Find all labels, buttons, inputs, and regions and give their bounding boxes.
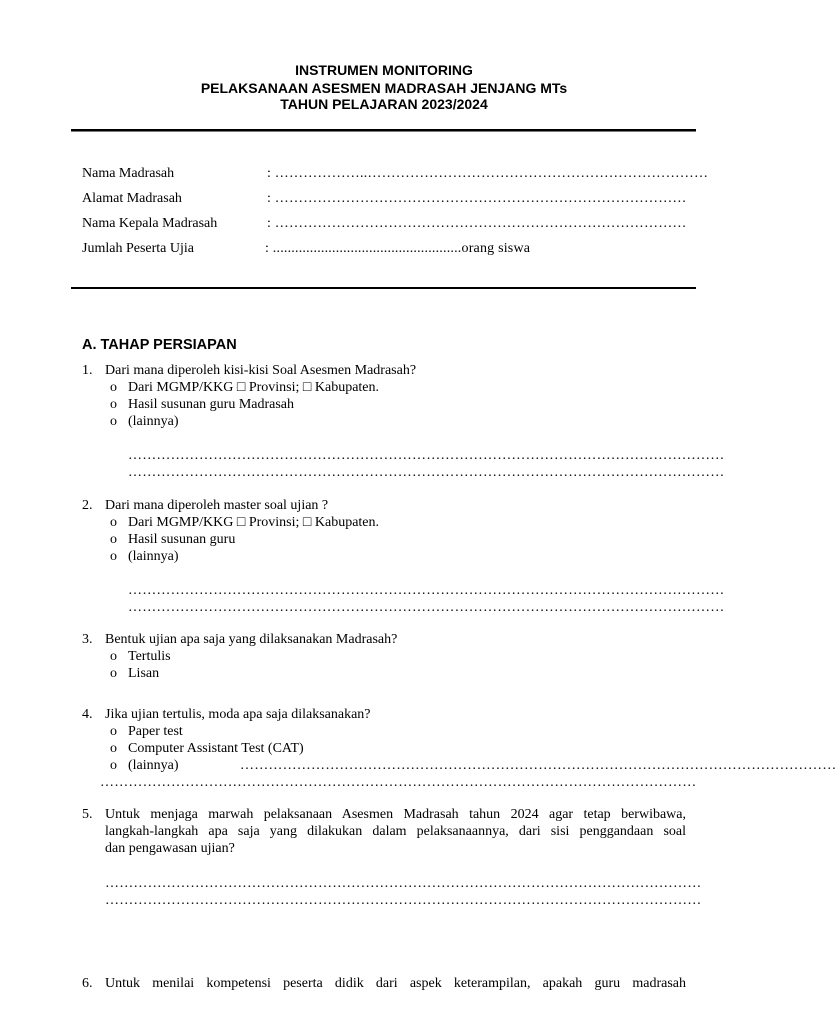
q3-bullet-2: o [110,666,117,681]
q2-answer-line-1[interactable]: ……………………………………………………………………………………………………………… [128,583,725,598]
q4-answer-line-1[interactable]: ……………………………………………………………………………………………………………… [240,758,836,773]
q6-line-1: Untuk menilai kompetensi peserta didik dari aspek keterampilan, apakah guru madrasah [105,976,686,991]
q3-option-2[interactable]: Lisan [128,666,160,681]
q4-text: Jika ujian tertulis, moda apa saja dilaksanakan? [105,707,371,722]
q2-option-1[interactable]: Dari MGMP/KKG □ Provinsi; □ Kabupaten. [128,515,380,530]
q4-bullet-2: o [110,741,117,756]
q1-bullet-1: o [110,380,117,395]
field-value-alamat-madrasah[interactable]: : …………………………………………………………………………… [267,191,687,206]
q1-answer-line-1[interactable]: ……………………………………………………………………………………………………………… [128,448,725,463]
header-rule-light [71,131,696,132]
q5-text [105,806,686,857]
q4-option-3[interactable]: (lainnya) [128,758,179,773]
field-label-jumlah-peserta: Jumlah Peserta Ujia [82,241,194,256]
q1-number: 1. [82,363,93,378]
q3-text: Bentuk ujian apa saja yang dilaksanakan Madrasah? [105,632,398,647]
q5-number: 5. [82,807,93,822]
doc-subtitle: PELAKSANAAN ASESMEN MADRASAH JENJANG MTs [200,80,568,96]
q6-number: 6. [82,976,93,991]
q2-bullet-2: o [110,532,117,547]
q5-answer-line-2[interactable]: ……………………………………………………………………………………………………………… [105,893,702,908]
q4-option-1[interactable]: Paper test [128,724,183,739]
q3-bullet-1: o [110,649,117,664]
q1-option-2[interactable]: Hasil susunan guru Madrasah [128,397,295,412]
q1-bullet-3: o [110,414,117,429]
q1-bullet-2: o [110,397,117,412]
field-value-nama-kepala[interactable]: : …………………………………………………………………………… [267,216,687,231]
field-label-nama-madrasah: Nama Madrasah [82,166,175,181]
q3-option-1[interactable]: Tertulis [128,649,171,664]
q1-text: Dari mana diperoleh kisi-kisi Soal Asesmen Madrasah? [105,363,417,378]
field-label-alamat-madrasah: Alamat Madrasah [82,191,182,206]
q2-text: Dari mana diperoleh master soal ujian ? [105,498,329,513]
identity-rule [71,287,696,289]
q4-number: 4. [82,707,93,722]
field-value-nama-madrasah[interactable]: : ………………..……………………………………………………………… [267,166,709,181]
field-label-nama-kepala: Nama Kepala Madrasah [82,216,218,231]
q4-bullet-1: o [110,724,117,739]
q2-bullet-3: o [110,549,117,564]
q5-line-3: dan pengawasan ujian? [105,841,235,856]
q1-option-3[interactable]: (lainnya) [128,414,179,429]
q4-bullet-3: o [110,758,117,773]
q3-number: 3. [82,632,93,647]
q2-bullet-1: o [110,515,117,530]
q2-answer-line-2[interactable]: ……………………………………………………………………………………………………………… [128,600,725,615]
doc-title: INSTRUMEN MONITORING [295,62,473,78]
q4-answer-line-2[interactable]: ……………………………………………………………………………………………………………… [100,775,697,790]
q2-number: 2. [82,498,93,513]
q2-option-2[interactable]: Hasil susunan guru [128,532,236,547]
doc-year: TAHUN PELAJARAN 2023/2024 [280,96,488,112]
field-value-jumlah-peserta[interactable]: : ...................................................orang siswa [265,241,531,256]
q6-text [105,975,686,992]
q5-line-1: Untuk menjaga marwah pelaksanaan Asesmen Madrasah tahun 2024 agar tetap berwibawa, [105,807,686,822]
q2-option-3[interactable]: (lainnya) [128,549,179,564]
section-a-title: A. TAHAP PERSIAPAN [82,337,237,353]
q1-option-1[interactable]: Dari MGMP/KKG □ Provinsi; □ Kabupaten. [128,380,380,395]
q5-answer-line-1[interactable]: ……………………………………………………………………………………………………………… [105,876,702,891]
q5-line-2: langkah-langkah apa saja yang dilakukan dalam pelaksanaannya, dari sisi penggandaan soal [105,824,686,839]
q4-option-2[interactable]: Computer Assistant Test (CAT) [128,741,304,756]
q1-answer-line-2[interactable]: ……………………………………………………………………………………………………………… [128,465,725,480]
